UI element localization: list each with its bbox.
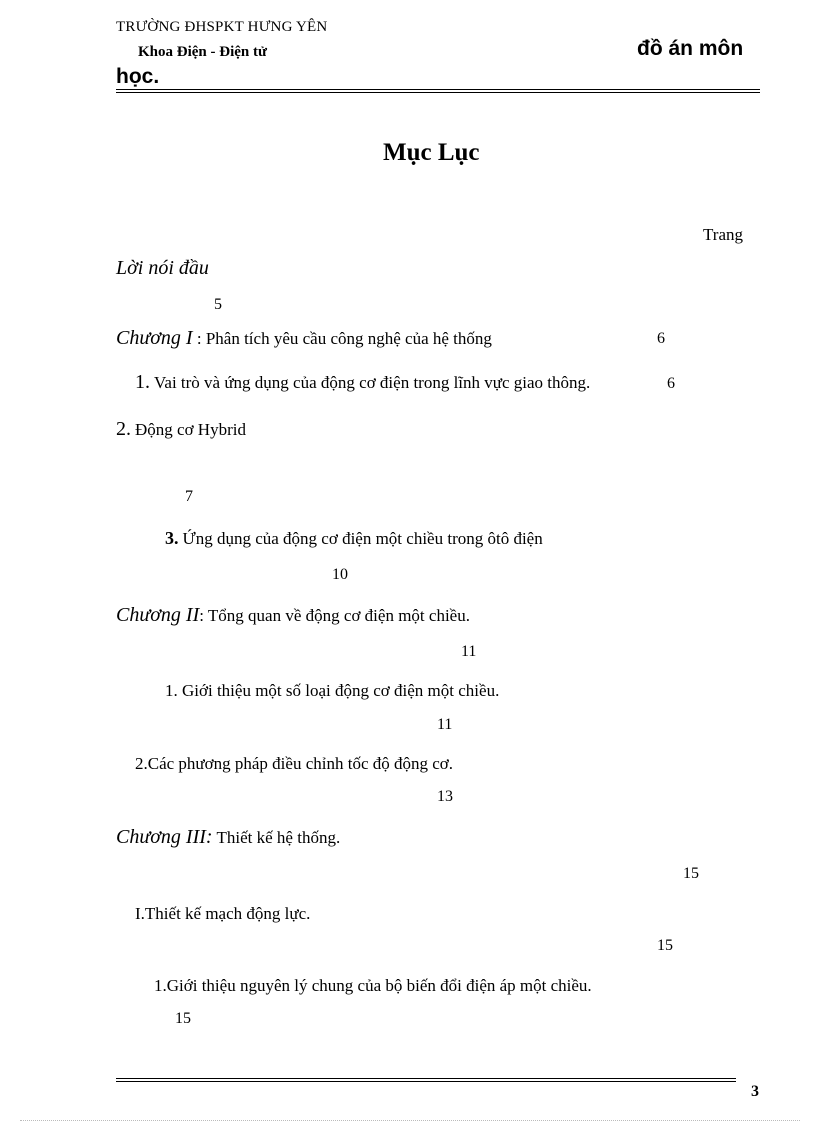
toc-chapter-2-page: 11 bbox=[461, 643, 477, 660]
toc-1-3 bbox=[165, 528, 543, 549]
toc-3-I-1-page: 15 bbox=[175, 1010, 191, 1027]
header-project-title: đồ án môn bbox=[637, 37, 744, 60]
toc-1-3-num: 3. bbox=[165, 528, 179, 548]
toc-chapter-3-page: 15 bbox=[683, 865, 699, 882]
toc-1-1-num: 1. bbox=[135, 371, 150, 393]
toc-1-1-title: Vai trò và ứng dụng của động cơ điện trong lĩnh vực giao thông. bbox=[154, 373, 591, 392]
toc-chapter-2-prefix: Chương II bbox=[116, 604, 200, 626]
toc-1-1 bbox=[135, 371, 590, 394]
toc-chapter-3-title: Thiết kế hệ thống. bbox=[216, 828, 341, 847]
toc-chapter-2 bbox=[116, 604, 470, 627]
toc-chapter-1-prefix: Chương I bbox=[116, 327, 193, 349]
footer-rule-2 bbox=[116, 1081, 736, 1082]
toc-preface-page: 5 bbox=[214, 296, 222, 313]
page-title: Mục Lục bbox=[383, 139, 480, 166]
toc-1-1-page: 6 bbox=[667, 375, 675, 392]
toc-1-2-title: Động cơ Hybrid bbox=[135, 420, 246, 439]
toc-chapter-1-title: Phân tích yêu cầu công nghệ của hệ thống bbox=[205, 329, 492, 348]
toc-1-2 bbox=[116, 418, 246, 441]
header-rule bbox=[116, 89, 760, 90]
header-faculty: Khoa Điện - Điện tử bbox=[138, 44, 268, 60]
toc-chapter-2-sep: : bbox=[199, 606, 208, 625]
toc-3-I-1: 1.Giới thiệu nguyên lý chung của bộ biến đổi điện áp một chiều. bbox=[154, 976, 592, 995]
header-project-title-cont: học. bbox=[116, 65, 160, 88]
toc-chapter-2-title: Tổng quan về động cơ điện một chiều. bbox=[207, 606, 470, 625]
toc-2-2: 2.Các phương pháp điều chỉnh tốc độ động cơ. bbox=[135, 754, 454, 773]
toc-chapter-1-sep: : bbox=[192, 329, 206, 348]
toc-1-2-num: 2. bbox=[116, 418, 131, 440]
toc-chapter-1 bbox=[116, 327, 492, 350]
page-number: 3 bbox=[751, 1083, 759, 1100]
toc-1-3-title: Ứng dụng của động cơ điện một chiều trong ôtô điện bbox=[182, 529, 543, 548]
page-column-label: Trang bbox=[703, 225, 743, 244]
toc-1-2-page: 7 bbox=[185, 488, 193, 505]
footer-rule bbox=[116, 1078, 736, 1079]
toc-3-I-page: 15 bbox=[657, 937, 673, 954]
toc-chapter-3 bbox=[116, 826, 340, 849]
toc-3-I: I.Thiết kế mạch động lực. bbox=[135, 904, 311, 923]
toc-preface: Lời nói đầu bbox=[116, 257, 209, 279]
page-bottom-edge bbox=[20, 1120, 800, 1121]
toc-chapter-1-page: 6 bbox=[657, 330, 665, 347]
toc-2-2-page: 13 bbox=[437, 788, 453, 805]
toc-1-3-page: 10 bbox=[332, 566, 348, 583]
header-school: TRƯỜNG ĐHSPKT HƯNG YÊN bbox=[116, 19, 328, 35]
toc-2-1: 1. Giới thiệu một số loại động cơ điện một chiều. bbox=[165, 681, 500, 700]
header-rule-2 bbox=[116, 92, 760, 93]
toc-2-1-page: 11 bbox=[437, 716, 453, 733]
toc-chapter-3-prefix: Chương III: bbox=[116, 826, 213, 848]
